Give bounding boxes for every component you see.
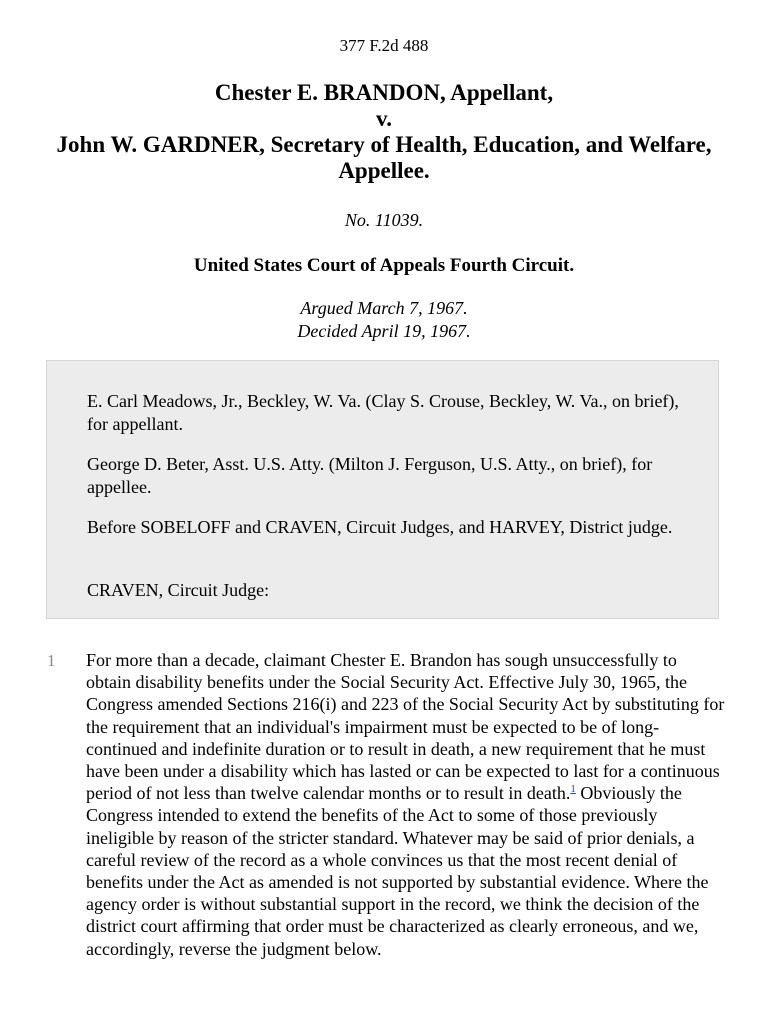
- case-title: [40, 80, 728, 184]
- paragraph-text-part2: Obviously the Congress intended to extend the benefits of the Act to some of those previously ineligible by reason of the stricter standard. Whatever may be said of prior denials, a careful review of the record as a whole convinces us that the most recent denial of benefits under the Act as amended is not supported by substantial evidence. Where the agency order is without substantial support in the record, we think the decision of the district court affirming that order must be characterized as clearly erroneous, and we, accordingly, reverse the judgment below.: [86, 783, 709, 959]
- case-citation: 377 F.2d 488: [339, 36, 429, 55]
- argued-date: Argued March 7, 1967.: [300, 298, 468, 318]
- judge-panel: Before SOBELOFF and CRAVEN, Circuit Judges, and HARVEY, District judge.: [87, 517, 673, 537]
- counsel-panel: [46, 360, 719, 619]
- docket-number: No. 11039.: [344, 210, 424, 230]
- opinion-author: CRAVEN, Circuit Judge:: [87, 580, 270, 600]
- footnote-link[interactable]: 1: [570, 783, 576, 796]
- appellee-counsel: George D. Beter, Asst. U.S. Atty. (Milton J. Ferguson, U.S. Atty., on brief), for appellee.: [87, 454, 653, 497]
- decided-date: Decided April 19, 1967.: [297, 321, 471, 341]
- appellant-name: Chester E. BRANDON, Appellant,: [214, 80, 554, 105]
- paragraph-text-part1: For more than a decade, claimant Chester E. Brandon has sough unsuccessfully to obtain disability benefits under the Social Security Act. Effective July 30, 1965, the Congress amended Sections 216(i) and 223 of the Social Security Act by substituting for the requirement that an individual's impairment must be expected to be of long-continued and indefinite duration or to result in death, a new requirement that he must have been under a disability which has lasted or can be expected to last for a continuous period of not less than twelve calendar months or to result in death.: [86, 650, 725, 804]
- appellant-counsel: E. Carl Meadows, Jr., Beckley, W. Va. (Clay S. Crouse, Beckley, W. Va., on brief), for appellant.: [87, 391, 679, 434]
- appellee-name: John W. GARDNER, Secretary of Health, Education, and Welfare, Appellee.: [56, 132, 712, 183]
- court-name: United States Court of Appeals Fourth Circuit.: [193, 255, 575, 276]
- opinion-paragraph: [86, 649, 726, 960]
- case-dates: [0, 297, 768, 343]
- versus-label: v.: [376, 106, 392, 131]
- paragraph-number: 1: [47, 651, 56, 670]
